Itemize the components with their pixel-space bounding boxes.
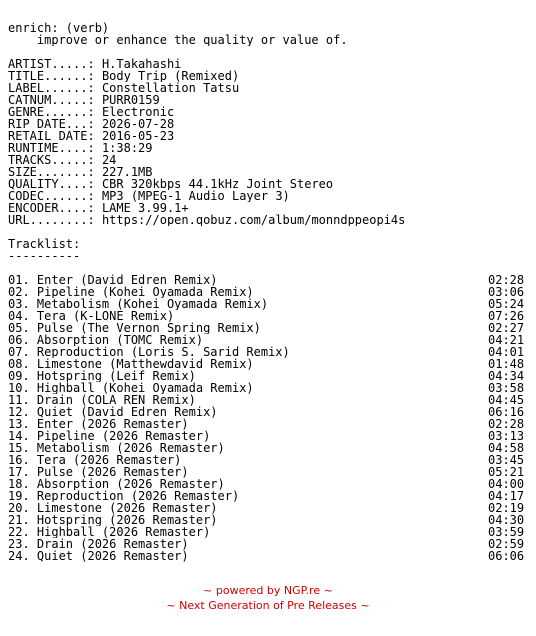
info-value: 2016-05-23: [101, 130, 175, 142]
info-value: CBR 320kbps 44.1kHz Joint Stereo: [101, 178, 334, 190]
track-duration: 03:13: [488, 430, 525, 442]
info-row-codec: [8, 190, 528, 202]
track-duration: 04:17: [488, 490, 525, 502]
tracklist: [8, 274, 528, 562]
track-row: [8, 418, 528, 430]
info-key: ARTIST.....:: [8, 58, 95, 70]
track-duration: 04:45: [488, 394, 525, 406]
info-row-runtime: [8, 142, 528, 154]
track-duration: 03:06: [488, 286, 525, 298]
info-key: ENCODER....:: [8, 202, 95, 214]
track-title: 18. Absorption (2026 Remaster): [8, 478, 225, 490]
track-title: 22. Highball (2026 Remaster): [8, 526, 211, 538]
track-duration: 04:00: [488, 478, 525, 490]
info-key: CATNUM.....:: [8, 94, 95, 106]
info-row-genre: [8, 106, 528, 118]
track-row: [8, 538, 528, 550]
track-title: 12. Quiet (David Edren Remix): [8, 406, 218, 418]
track-duration: 04:30: [488, 514, 525, 526]
track-row: [8, 382, 528, 394]
info-value: 227.1MB: [101, 166, 153, 178]
footer-tagline: ~ Next Generation of Pre Releases ~: [166, 599, 370, 612]
track-duration: 01:48: [488, 358, 525, 370]
track-row: [8, 274, 528, 286]
track-duration: 03:59: [488, 526, 525, 538]
info-value: 1:38:29: [101, 142, 153, 154]
track-title: 17. Pulse (2026 Remaster): [8, 466, 189, 478]
track-row: [8, 490, 528, 502]
info-value: H.Takahashi: [101, 58, 182, 70]
info-key: TRACKS.....:: [8, 154, 95, 166]
track-title: 13. Enter (2026 Remaster): [8, 418, 189, 430]
info-key: LABEL......:: [8, 82, 95, 94]
track-row: [8, 442, 528, 454]
info-row-encoder: [8, 202, 528, 214]
track-title: 21. Hotspring (2026 Remaster): [8, 514, 218, 526]
info-key: CODEC......:: [8, 190, 95, 202]
track-row: [8, 310, 528, 322]
track-duration: 03:45: [488, 454, 525, 466]
info-row-url: [8, 214, 528, 226]
nfo-text: [8, 22, 528, 562]
track-title: 01. Enter (David Edren Remix): [8, 274, 218, 286]
track-duration: 03:58: [488, 382, 525, 394]
track-duration: 04:58: [488, 442, 525, 454]
info-key: URL........:: [8, 214, 95, 226]
info-row-quality: [8, 178, 528, 190]
track-row: [8, 346, 528, 358]
track-row: [8, 334, 528, 346]
track-row: [8, 466, 528, 478]
footer-powered-by: ~ powered by NGP.re ~: [203, 584, 333, 597]
info-row-label: [8, 82, 528, 94]
track-duration: 02:28: [488, 274, 525, 286]
track-title: 05. Pulse (The Vernon Spring Remix): [8, 322, 261, 334]
tracklist-heading: Tracklist:: [8, 238, 81, 250]
track-title: 07. Reproduction (Loris S. Sarid Remix): [8, 346, 290, 358]
info-key: RETAIL DATE:: [8, 130, 95, 142]
info-block: [8, 58, 528, 226]
track-title: 23. Drain (2026 Remaster): [8, 538, 189, 550]
track-title: 03. Metabolism (Kohei Oyamada Remix): [8, 298, 269, 310]
track-row: [8, 370, 528, 382]
track-title: 20. Limestone (2026 Remaster): [8, 502, 218, 514]
info-key: QUALITY....:: [8, 178, 95, 190]
track-row: [8, 526, 528, 538]
info-key: TITLE......:: [8, 70, 95, 82]
track-title: 19. Reproduction (2026 Remaster): [8, 490, 240, 502]
track-duration: 04:01: [488, 346, 525, 358]
track-title: 04. Tera (K-LONE Remix): [8, 310, 175, 322]
track-duration: 02:59: [488, 538, 525, 550]
track-duration: 02:27: [488, 322, 525, 334]
info-value: Electronic: [101, 106, 175, 118]
info-value: 24: [101, 154, 117, 166]
track-title: 08. Limestone (Matthewdavid Remix): [8, 358, 254, 370]
track-row: [8, 406, 528, 418]
track-duration: 02:19: [488, 502, 525, 514]
track-row: [8, 286, 528, 298]
track-title: 02. Pipeline (Kohei Oyamada Remix): [8, 286, 254, 298]
track-row: [8, 394, 528, 406]
track-title: 11. Drain (COLA REN Remix): [8, 394, 196, 406]
info-value: Body Trip (Remixed): [101, 70, 240, 82]
track-title: 16. Tera (2026 Remaster): [8, 454, 182, 466]
track-row: [8, 550, 528, 562]
info-value: MP3 (MPEG-1 Audio Layer 3): [101, 190, 290, 202]
spacer: [8, 226, 528, 238]
info-row-rip-date: [8, 118, 528, 130]
track-row: [8, 478, 528, 490]
track-duration: 04:21: [488, 334, 525, 346]
info-value: Constellation Tatsu: [101, 82, 240, 94]
track-duration: 06:06: [488, 550, 525, 562]
info-row-size: [8, 166, 528, 178]
track-title: 24. Quiet (2026 Remaster): [8, 550, 189, 562]
track-title: 06. Absorption (TOMC Remix): [8, 334, 204, 346]
info-key: SIZE.......:: [8, 166, 95, 178]
track-row: [8, 514, 528, 526]
track-duration: 04:34: [488, 370, 525, 382]
info-row-tracks: [8, 154, 528, 166]
track-title: 15. Metabolism (2026 Remaster): [8, 442, 225, 454]
info-key: RIP DATE...:: [8, 118, 95, 130]
track-row: [8, 298, 528, 310]
definition-meaning: improve or enhance the quality or value of.: [8, 34, 348, 46]
track-title: 10. Highball (Kohei Oyamada Remix): [8, 382, 254, 394]
track-row: [8, 430, 528, 442]
track-duration: 06:16: [488, 406, 525, 418]
track-row: [8, 358, 528, 370]
track-duration: 05:21: [488, 466, 525, 478]
track-duration: 07:26: [488, 310, 525, 322]
info-value: 2026-07-28: [101, 118, 175, 130]
track-row: [8, 322, 528, 334]
info-key: GENRE......:: [8, 106, 95, 118]
spacer: [8, 46, 528, 58]
track-row: [8, 454, 528, 466]
info-row-retail-date: [8, 130, 528, 142]
info-key: RUNTIME....:: [8, 142, 95, 154]
info-row-catnum: [8, 94, 528, 106]
info-url-value: https://open.qobuz.com/album/monndppeopi4s: [101, 214, 406, 226]
info-value: PURR0159: [101, 94, 160, 106]
track-title: 14. Pipeline (2026 Remaster): [8, 430, 211, 442]
track-title: 09. Hotspring (Leif Remix): [8, 370, 196, 382]
tracklist-underline: ----------: [8, 250, 81, 262]
info-row-artist: [8, 58, 528, 70]
info-row-title: [8, 70, 528, 82]
track-row: [8, 502, 528, 514]
definition-term: enrich: (verb): [8, 22, 110, 34]
track-duration: 02:28: [488, 418, 525, 430]
track-duration: 05:24: [488, 298, 525, 310]
info-value: LAME 3.99.1+: [101, 202, 189, 214]
spacer: [8, 262, 528, 274]
